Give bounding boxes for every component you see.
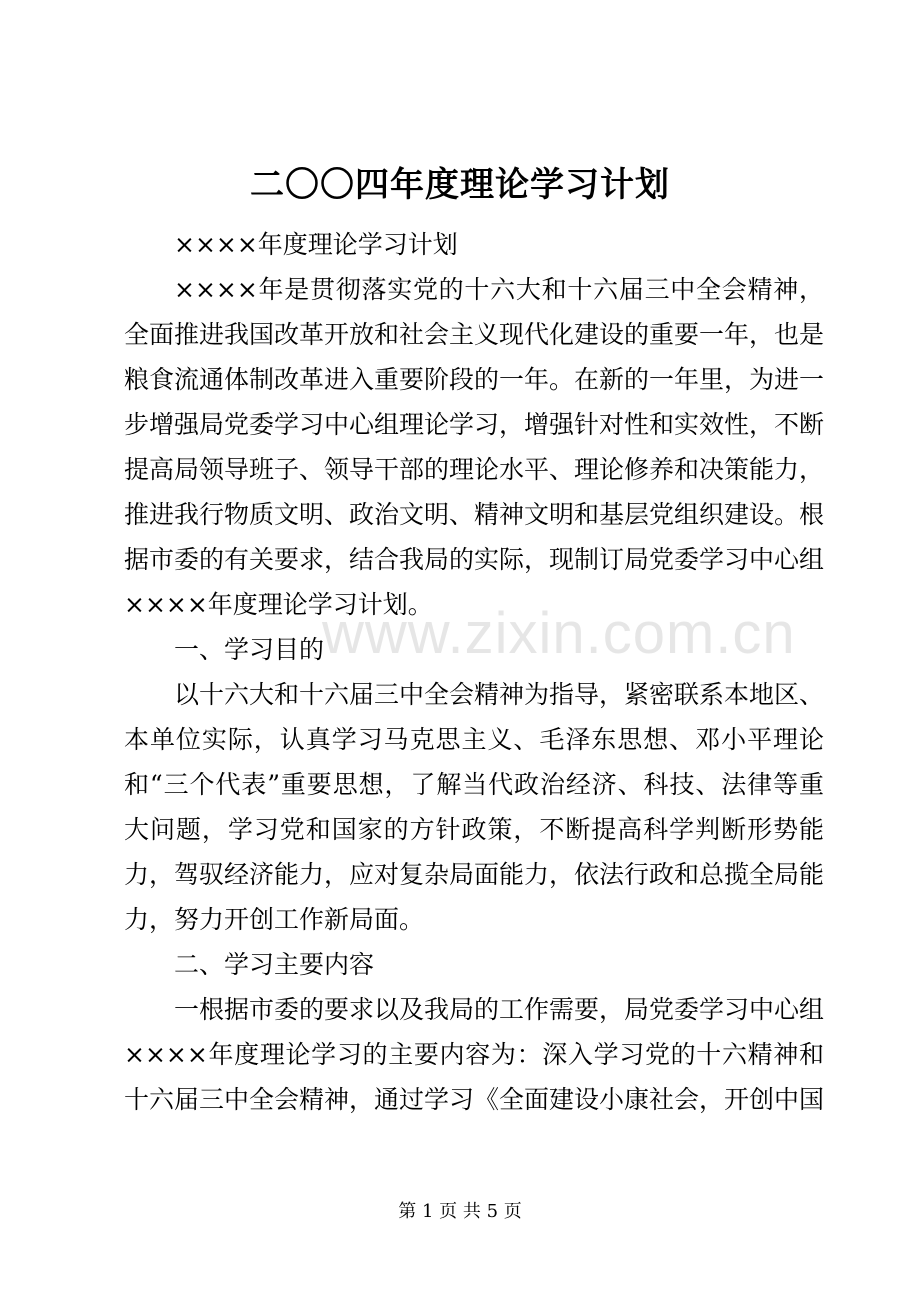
paragraph-content: 一根据市委的要求以及我局的工作需要，局党委学习中心组××××年度理论学习的主要内容为：深入学习党的十六精神和十六届三中全会精神，通过学习《全面建设小康社会，开创中国: [124, 995, 825, 1114]
section-heading-content: 二、学习主要内容: [174, 950, 375, 979]
page-footer: 第 1 页 共 5 页: [398, 1201, 522, 1222]
section-heading-goals: 一、学习目的: [174, 635, 325, 664]
paragraph-goals: 以十六大和十六届三中全会精神为指导，紧密联系本地区、本单位实际，认真学习马克思主义、毛泽东思想、邓小平理论和“三个代表”重要思想，了解当代政治经济、科技、法律等重大问题，学习党和国家的方针政策，不断提高科学判断形势能力，驾驭经济能力，应对复杂局面能力，依法行政和总揽全局能力，努力开创工作新局面。: [124, 680, 825, 934]
document-body: [124, 222, 824, 1122]
document-title: 二〇〇四年度理论学习计划: [250, 165, 670, 205]
watermark: www.zixin.com.cn: [322, 601, 796, 666]
paragraph-intro: ××××年是贯彻落实党的十六大和十六届三中全会精神，全面推进我国改革开放和社会主义现代化建设的重要一年，也是粮食流通体制改革进入重要阶段的一年。在新的一年里，为进一步增强局党委学习中心组理论学习，增强针对性和实效性，不断提高局领导班子、领导干部的理论水平、理论修养和决策能力，推进我行物质文明、政治文明、精神文明和基层党组织建设。根据市委的有关要求，结合我局的实际，现制订局党委学习中心组××××年度理论学习计划。: [124, 275, 825, 619]
paragraph-subtitle: ××××年度理论学习计划: [174, 230, 458, 259]
